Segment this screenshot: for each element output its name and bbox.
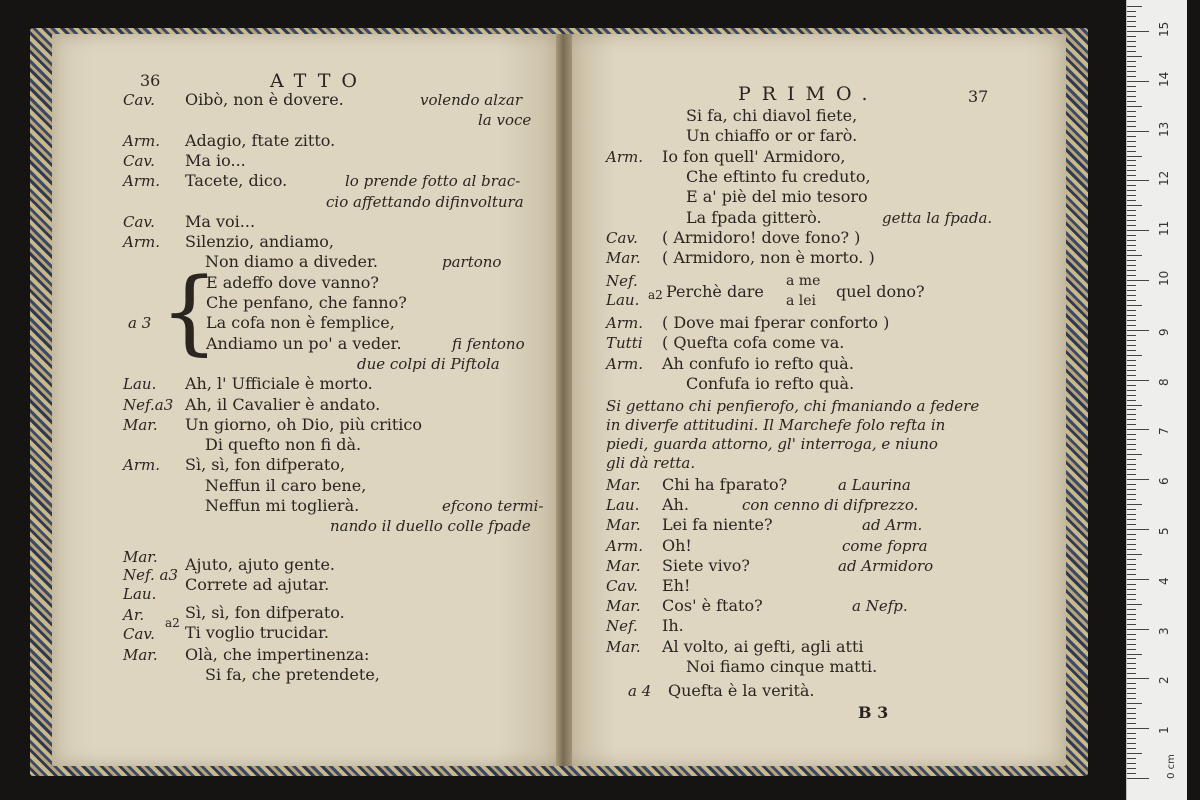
verse-line: Ih. bbox=[662, 616, 684, 635]
ruler-tick bbox=[1127, 514, 1136, 515]
ruler-tick bbox=[1127, 31, 1149, 32]
stage-note: con cenno di difprezzo. bbox=[742, 496, 919, 514]
ruler-number: 13 bbox=[1157, 121, 1171, 137]
ruler-tick bbox=[1127, 190, 1136, 191]
ruler-tick bbox=[1127, 175, 1136, 176]
ruler-tick bbox=[1127, 758, 1136, 759]
ruler-tick bbox=[1127, 599, 1136, 600]
ruler-tick bbox=[1127, 708, 1136, 709]
ruler-tick bbox=[1127, 355, 1142, 356]
ruler-tick bbox=[1127, 569, 1136, 570]
ruler-tick bbox=[1127, 614, 1136, 615]
stage-direction-line: in diverfe attitudini. Il Marchefe folo refta in bbox=[606, 416, 946, 434]
ruler-number: 5 bbox=[1157, 527, 1171, 535]
ruler-tick bbox=[1127, 61, 1136, 62]
ruler-tick bbox=[1127, 116, 1136, 117]
group-label: a 4 bbox=[628, 682, 652, 700]
brace-label: a 3 bbox=[128, 314, 152, 332]
verse-line: La cofa non è femplice, bbox=[206, 313, 395, 332]
verse-line: Ma io... bbox=[185, 151, 246, 170]
ruler-tick bbox=[1127, 474, 1136, 475]
ruler-number: 4 bbox=[1157, 577, 1171, 585]
ruler-tick bbox=[1127, 200, 1136, 201]
ruler-tick bbox=[1127, 554, 1142, 555]
ruler-tick bbox=[1127, 395, 1136, 396]
ruler-tick bbox=[1127, 325, 1136, 326]
stage-note: efcono termi- bbox=[442, 497, 544, 515]
ruler-tick bbox=[1127, 315, 1136, 316]
ruler-tick bbox=[1127, 295, 1136, 296]
ruler-tick bbox=[1127, 96, 1136, 97]
ruler-tick bbox=[1127, 240, 1136, 241]
right-page-number: 37 bbox=[968, 87, 989, 106]
stage-direction-line: Si gettano chi penfierofo, chi fmaniando a federe bbox=[606, 397, 980, 415]
ruler-tick bbox=[1127, 146, 1136, 147]
ruler-tick bbox=[1127, 489, 1136, 490]
verse-line: Al volto, ai gefti, agli atti bbox=[662, 637, 864, 656]
ruler-tick bbox=[1127, 688, 1136, 689]
ruler-tick bbox=[1127, 609, 1136, 610]
verse-line: Oibò, non è dovere. bbox=[185, 90, 344, 109]
verse-option: a lei bbox=[786, 293, 817, 309]
speaker-label: Arm. bbox=[123, 172, 160, 190]
verse-line: Quefta è la verità. bbox=[668, 681, 815, 700]
ruler-tick bbox=[1127, 419, 1136, 420]
ruler-tick bbox=[1127, 763, 1136, 764]
speaker-label: Cav. bbox=[123, 152, 155, 170]
ruler-tick bbox=[1127, 748, 1136, 749]
ruler-tick bbox=[1127, 380, 1149, 381]
verse-line: Si fa, chi diavol fiete, bbox=[686, 106, 858, 125]
ruler-tick bbox=[1127, 81, 1149, 82]
ruler-tick bbox=[1127, 673, 1136, 674]
ruler-tick bbox=[1127, 160, 1136, 161]
speaker-label: Mar. bbox=[606, 249, 641, 267]
ruler-tick bbox=[1127, 305, 1142, 306]
ruler-tick bbox=[1127, 126, 1136, 127]
ruler-tick bbox=[1127, 519, 1136, 520]
ruler-tick bbox=[1127, 768, 1136, 769]
ruler-tick bbox=[1127, 429, 1149, 430]
ruler-tick bbox=[1127, 619, 1136, 620]
verse-line: Ajuto, ajuto gente. bbox=[185, 555, 336, 574]
ruler-tick bbox=[1127, 205, 1142, 206]
verse-line: Chi ha fparato? bbox=[662, 475, 788, 494]
ruler-tick bbox=[1127, 56, 1142, 57]
ruler-tick bbox=[1127, 26, 1136, 27]
speaker-label: Nef. a3 bbox=[123, 566, 179, 584]
ruler-tick bbox=[1127, 86, 1136, 87]
book-gutter bbox=[556, 34, 572, 766]
ruler-tick bbox=[1127, 594, 1136, 595]
verse-line: Ah. bbox=[662, 495, 689, 514]
speaker-label: Ar. bbox=[123, 606, 145, 624]
verse-line: Sì, sì, fon difperato, bbox=[185, 455, 346, 474]
ruler-tick bbox=[1127, 469, 1136, 470]
ruler-tick bbox=[1127, 245, 1136, 246]
ruler-number: 12 bbox=[1157, 171, 1171, 187]
verse-line: Ah, il Cavalier è andato. bbox=[185, 395, 381, 414]
speaker-label: Mar. bbox=[606, 597, 641, 615]
speaker-label: Tutti bbox=[606, 334, 643, 352]
verse-line: Ti voglio trucidar. bbox=[185, 623, 329, 642]
ruler-tick bbox=[1127, 275, 1136, 276]
verse-line: Neffun mi toglierà. bbox=[205, 496, 360, 515]
ruler-tick bbox=[1127, 185, 1136, 186]
ruler-tick bbox=[1127, 589, 1136, 590]
verse-line: Di quefto non fi dà. bbox=[205, 435, 362, 454]
ruler-tick bbox=[1127, 350, 1136, 351]
ruler-number: 3 bbox=[1157, 626, 1171, 635]
ruler-tick bbox=[1127, 524, 1136, 525]
ruler-tick bbox=[1127, 16, 1136, 17]
verse-line: Olà, che impertinenza: bbox=[185, 645, 370, 664]
verse-line: quel dono? bbox=[836, 282, 925, 301]
speaker-label: Arm. bbox=[606, 148, 643, 166]
ruler-number: 2 bbox=[1157, 676, 1171, 685]
ruler-tick bbox=[1127, 723, 1136, 724]
stage-note: come fopra bbox=[842, 537, 928, 555]
stage-note: ad Arm. bbox=[862, 516, 923, 534]
ruler-tick bbox=[1127, 365, 1136, 366]
verse-line: Un chiaffo or or farò. bbox=[686, 126, 858, 145]
ruler-number: 10 bbox=[1157, 270, 1171, 286]
verse-line: Cos' è ftato? bbox=[662, 596, 763, 615]
ruler-tick bbox=[1127, 539, 1136, 540]
ruler-tick bbox=[1127, 449, 1136, 450]
speaker-label: Arm. bbox=[123, 132, 160, 150]
ruler-tick bbox=[1127, 235, 1136, 236]
verse-line: Che penfano, che fanno? bbox=[206, 293, 407, 312]
verse-line: E a' piè del mio tesoro bbox=[686, 187, 868, 206]
ruler-number: 7 bbox=[1157, 427, 1171, 436]
stage-note: fi fentono bbox=[452, 335, 525, 353]
ruler-tick bbox=[1127, 649, 1136, 650]
verse-line: ( Armidoro, non è morto. ) bbox=[662, 248, 875, 267]
ruler-tick bbox=[1127, 310, 1136, 311]
ruler-tick bbox=[1127, 136, 1136, 137]
ruler-tick bbox=[1127, 180, 1149, 181]
ruler-tick bbox=[1127, 414, 1136, 415]
ruler-tick bbox=[1127, 141, 1136, 142]
ruler-tick bbox=[1127, 165, 1136, 166]
verse-line: Ah, l' Ufficiale è morto. bbox=[185, 374, 373, 393]
ruler-tick bbox=[1127, 71, 1136, 72]
verse-line: Ah confufo io refto quà. bbox=[662, 354, 854, 373]
ruler-tick bbox=[1127, 36, 1136, 37]
ruler-tick bbox=[1127, 534, 1136, 535]
verse-line: ( Quefta cofa come va. bbox=[662, 333, 845, 352]
speaker-label: Mar. bbox=[123, 548, 158, 566]
ruler-tick bbox=[1127, 230, 1149, 231]
ruler-tick bbox=[1127, 733, 1136, 734]
ruler-tick bbox=[1127, 51, 1136, 52]
ruler-tick bbox=[1127, 101, 1136, 102]
ruler-tick bbox=[1127, 574, 1136, 575]
verse-line: Un giorno, oh Dio, più critico bbox=[185, 415, 423, 434]
verse-line: Neffun il caro bene, bbox=[205, 476, 367, 495]
stage-note: partono bbox=[442, 253, 502, 271]
ruler-tick bbox=[1127, 335, 1136, 336]
ruler-tick bbox=[1127, 494, 1136, 495]
ruler-tick bbox=[1127, 693, 1136, 694]
ruler-tick bbox=[1127, 265, 1136, 266]
ruler-tick bbox=[1127, 6, 1142, 7]
ruler-tick bbox=[1127, 549, 1136, 550]
ruler-tick bbox=[1127, 529, 1149, 530]
speaker-label: Nef.a3 bbox=[123, 396, 174, 414]
ruler-tick bbox=[1127, 654, 1142, 655]
verse-line: Tacete, dico. bbox=[185, 171, 288, 190]
ruler-tick bbox=[1127, 509, 1136, 510]
ruler-tick bbox=[1127, 658, 1136, 659]
ruler-tick bbox=[1127, 400, 1136, 401]
verse-option: a me bbox=[786, 273, 821, 289]
ruler-tick bbox=[1127, 280, 1149, 281]
left-page-number: 36 bbox=[140, 71, 161, 90]
ruler-tick bbox=[1127, 439, 1136, 440]
ruler-tick bbox=[1127, 225, 1136, 226]
verse-line: Silenzio, andiamo, bbox=[185, 232, 334, 251]
verse-line: La fpada gitterò. bbox=[686, 208, 822, 227]
speaker-label: Mar. bbox=[123, 646, 158, 664]
verse-line: E adeffo dove vanno? bbox=[206, 273, 379, 292]
speaker-label: Lau. bbox=[123, 585, 157, 603]
verse-line: Oh! bbox=[662, 536, 692, 555]
ruler-tick bbox=[1127, 255, 1142, 256]
ruler-tick bbox=[1127, 215, 1136, 216]
group-label: a2 bbox=[648, 288, 663, 302]
verse-line: Lei fa niente? bbox=[662, 515, 773, 534]
ruler-tick bbox=[1127, 330, 1149, 331]
speaker-label: Arm. bbox=[606, 314, 643, 332]
ruler-tick bbox=[1127, 644, 1136, 645]
ruler-tick bbox=[1127, 405, 1142, 406]
ruler-tick bbox=[1127, 559, 1136, 560]
ruler-tick bbox=[1127, 360, 1136, 361]
verse-line: Confufa io refto quà. bbox=[686, 374, 855, 393]
ruler-tick bbox=[1127, 345, 1136, 346]
ruler-unit: 0 cm bbox=[1165, 754, 1177, 779]
ruler-tick bbox=[1127, 634, 1136, 635]
ruler-tick bbox=[1127, 300, 1136, 301]
ruler-tick bbox=[1127, 76, 1136, 77]
ruler-tick bbox=[1127, 285, 1136, 286]
speaker-label: Cav. bbox=[606, 229, 638, 247]
speaker-label: Arm. bbox=[606, 355, 643, 373]
speaker-label: Lau. bbox=[123, 375, 157, 393]
ruler-tick bbox=[1127, 728, 1149, 729]
ruler-tick bbox=[1127, 639, 1136, 640]
ruler-tick bbox=[1127, 683, 1136, 684]
ruler-tick bbox=[1127, 320, 1136, 321]
verse-line: Si fa, che pretendete, bbox=[205, 665, 380, 684]
ruler-number: 1 bbox=[1157, 726, 1171, 735]
stage-note: ad Armidoro bbox=[838, 557, 934, 575]
stage-note: cio affettando difinvoltura bbox=[326, 193, 524, 211]
ruler-tick bbox=[1127, 151, 1136, 152]
speaker-label: Nef. bbox=[606, 617, 638, 635]
speaker-label: Nef. bbox=[606, 272, 638, 290]
ruler-tick bbox=[1127, 131, 1149, 132]
ruler-tick bbox=[1127, 454, 1142, 455]
ruler-tick bbox=[1127, 21, 1136, 22]
verse-line: Andiamo un po' a veder. bbox=[206, 334, 402, 353]
ruler-tick bbox=[1127, 459, 1136, 460]
ruler-tick bbox=[1127, 41, 1136, 42]
ruler-tick bbox=[1127, 156, 1142, 157]
verse-line: Non diamo a diveder. bbox=[205, 252, 378, 271]
right-page-header: PRIMO. bbox=[738, 83, 879, 105]
ruler-tick bbox=[1127, 195, 1136, 196]
verse-line: ( Armidoro! dove fono? ) bbox=[662, 228, 861, 247]
speaker-label: Cav. bbox=[606, 577, 638, 595]
ruler-tick bbox=[1127, 663, 1136, 664]
stage-note: la voce bbox=[478, 111, 532, 129]
ruler-tick bbox=[1127, 121, 1136, 122]
ruler-tick bbox=[1127, 479, 1149, 480]
stage-direction-line: gli dà retta. bbox=[606, 454, 696, 472]
ruler-tick bbox=[1127, 270, 1136, 271]
ruler-tick bbox=[1127, 773, 1136, 774]
ruler-tick bbox=[1127, 678, 1149, 679]
verse-line: Adagio, ftate zitto. bbox=[185, 131, 336, 150]
ruler-tick bbox=[1127, 409, 1136, 410]
ruler-tick bbox=[1127, 260, 1136, 261]
ruler-tick bbox=[1127, 504, 1142, 505]
stage-note: a Laurina bbox=[838, 476, 911, 494]
ruler-tick bbox=[1127, 579, 1149, 580]
ruler-tick bbox=[1127, 738, 1136, 739]
ruler-tick bbox=[1127, 624, 1136, 625]
speaker-label: Cav. bbox=[123, 625, 155, 643]
ruler-tick bbox=[1127, 424, 1136, 425]
verse-line: Ma voi... bbox=[185, 212, 256, 231]
ruler-tick bbox=[1127, 46, 1136, 47]
speaker-label: Cav. bbox=[123, 213, 155, 231]
ruler-tick bbox=[1127, 434, 1136, 435]
stage-note: getta la fpada. bbox=[882, 209, 993, 227]
signature-mark: B 3 bbox=[858, 703, 889, 722]
speaker-label: Mar. bbox=[606, 516, 641, 534]
measuring-ruler bbox=[1126, 0, 1187, 800]
stage-note: lo prende fotto al brac- bbox=[345, 172, 521, 190]
verse-line: Io fon quell' Armidoro, bbox=[662, 147, 846, 166]
speaker-label: Mar. bbox=[606, 557, 641, 575]
ruler-tick bbox=[1127, 390, 1136, 391]
ruler-tick bbox=[1127, 484, 1136, 485]
ruler-tick bbox=[1127, 703, 1142, 704]
verse-line: Eh! bbox=[662, 576, 691, 595]
speaker-label: Arm. bbox=[123, 233, 160, 251]
verse-line: ( Dove mai fperar conforto ) bbox=[662, 313, 890, 332]
ruler-tick bbox=[1127, 778, 1149, 779]
speaker-label: Arm. bbox=[606, 537, 643, 555]
ruler-tick bbox=[1127, 743, 1136, 744]
ruler-tick bbox=[1127, 170, 1136, 171]
verse-line: Siete vivo? bbox=[662, 556, 750, 575]
ruler-tick bbox=[1127, 220, 1136, 221]
speaker-label: Mar. bbox=[606, 638, 641, 656]
stage-note: due colpi di Piftola bbox=[357, 355, 500, 373]
ruler-tick bbox=[1127, 544, 1136, 545]
ruler-number: 15 bbox=[1157, 21, 1171, 37]
ruler-tick bbox=[1127, 385, 1136, 386]
ruler-tick bbox=[1127, 499, 1136, 500]
left-page-header: ATTO bbox=[270, 70, 368, 92]
ruler-tick bbox=[1127, 564, 1136, 565]
ruler-tick bbox=[1127, 106, 1142, 107]
speaker-label: Cav. bbox=[123, 91, 155, 109]
ruler-tick bbox=[1127, 375, 1136, 376]
ruler-tick bbox=[1127, 698, 1136, 699]
speaker-label: Arm. bbox=[123, 456, 160, 474]
ruler-tick bbox=[1127, 464, 1136, 465]
verse-line: Noi fiamo cinque matti. bbox=[686, 657, 878, 676]
verse-line: Correte ad ajutar. bbox=[185, 575, 330, 594]
ruler-tick bbox=[1127, 370, 1136, 371]
ruler-tick bbox=[1127, 66, 1136, 67]
verse-line: Che eftinto fu creduto, bbox=[686, 167, 871, 186]
speaker-label: Mar. bbox=[606, 476, 641, 494]
speaker-label: Mar. bbox=[123, 416, 158, 434]
ruler-tick bbox=[1127, 444, 1136, 445]
ruler-tick bbox=[1127, 604, 1142, 605]
ruler-number: 6 bbox=[1157, 477, 1171, 486]
ruler-number: 11 bbox=[1157, 220, 1171, 237]
ruler-number: 9 bbox=[1157, 328, 1171, 336]
ruler-tick bbox=[1127, 111, 1136, 112]
ruler-tick bbox=[1127, 718, 1136, 719]
ruler-number: 14 bbox=[1157, 71, 1171, 87]
ruler-tick bbox=[1127, 210, 1136, 211]
ruler-tick bbox=[1127, 713, 1136, 714]
verse-line: Sì, sì, fon difperato. bbox=[185, 603, 345, 622]
stage-note: nando il duello colle fpade bbox=[330, 517, 531, 535]
group-label: a2 bbox=[165, 616, 180, 630]
stage-note: a Nefp. bbox=[852, 597, 908, 615]
ruler-tick bbox=[1127, 584, 1136, 585]
brace-symbol: { bbox=[160, 258, 219, 365]
speaker-label: Lau. bbox=[606, 291, 640, 309]
speaker-label: Lau. bbox=[606, 496, 640, 514]
stage-note: volendo alzar bbox=[420, 91, 522, 109]
stage-direction-line: piedi, guarda attorno, gl' interroga, e niuno bbox=[606, 435, 938, 453]
ruler-tick bbox=[1127, 668, 1136, 669]
ruler-tick bbox=[1127, 250, 1136, 251]
ruler-tick bbox=[1127, 11, 1136, 12]
ruler-tick bbox=[1127, 91, 1136, 92]
ruler-tick bbox=[1127, 753, 1142, 754]
verse-line: Perchè dare bbox=[666, 282, 764, 301]
ruler-tick bbox=[1127, 629, 1149, 630]
ruler-tick bbox=[1127, 290, 1136, 291]
ruler-number: 8 bbox=[1157, 377, 1171, 386]
ruler-tick bbox=[1127, 340, 1136, 341]
